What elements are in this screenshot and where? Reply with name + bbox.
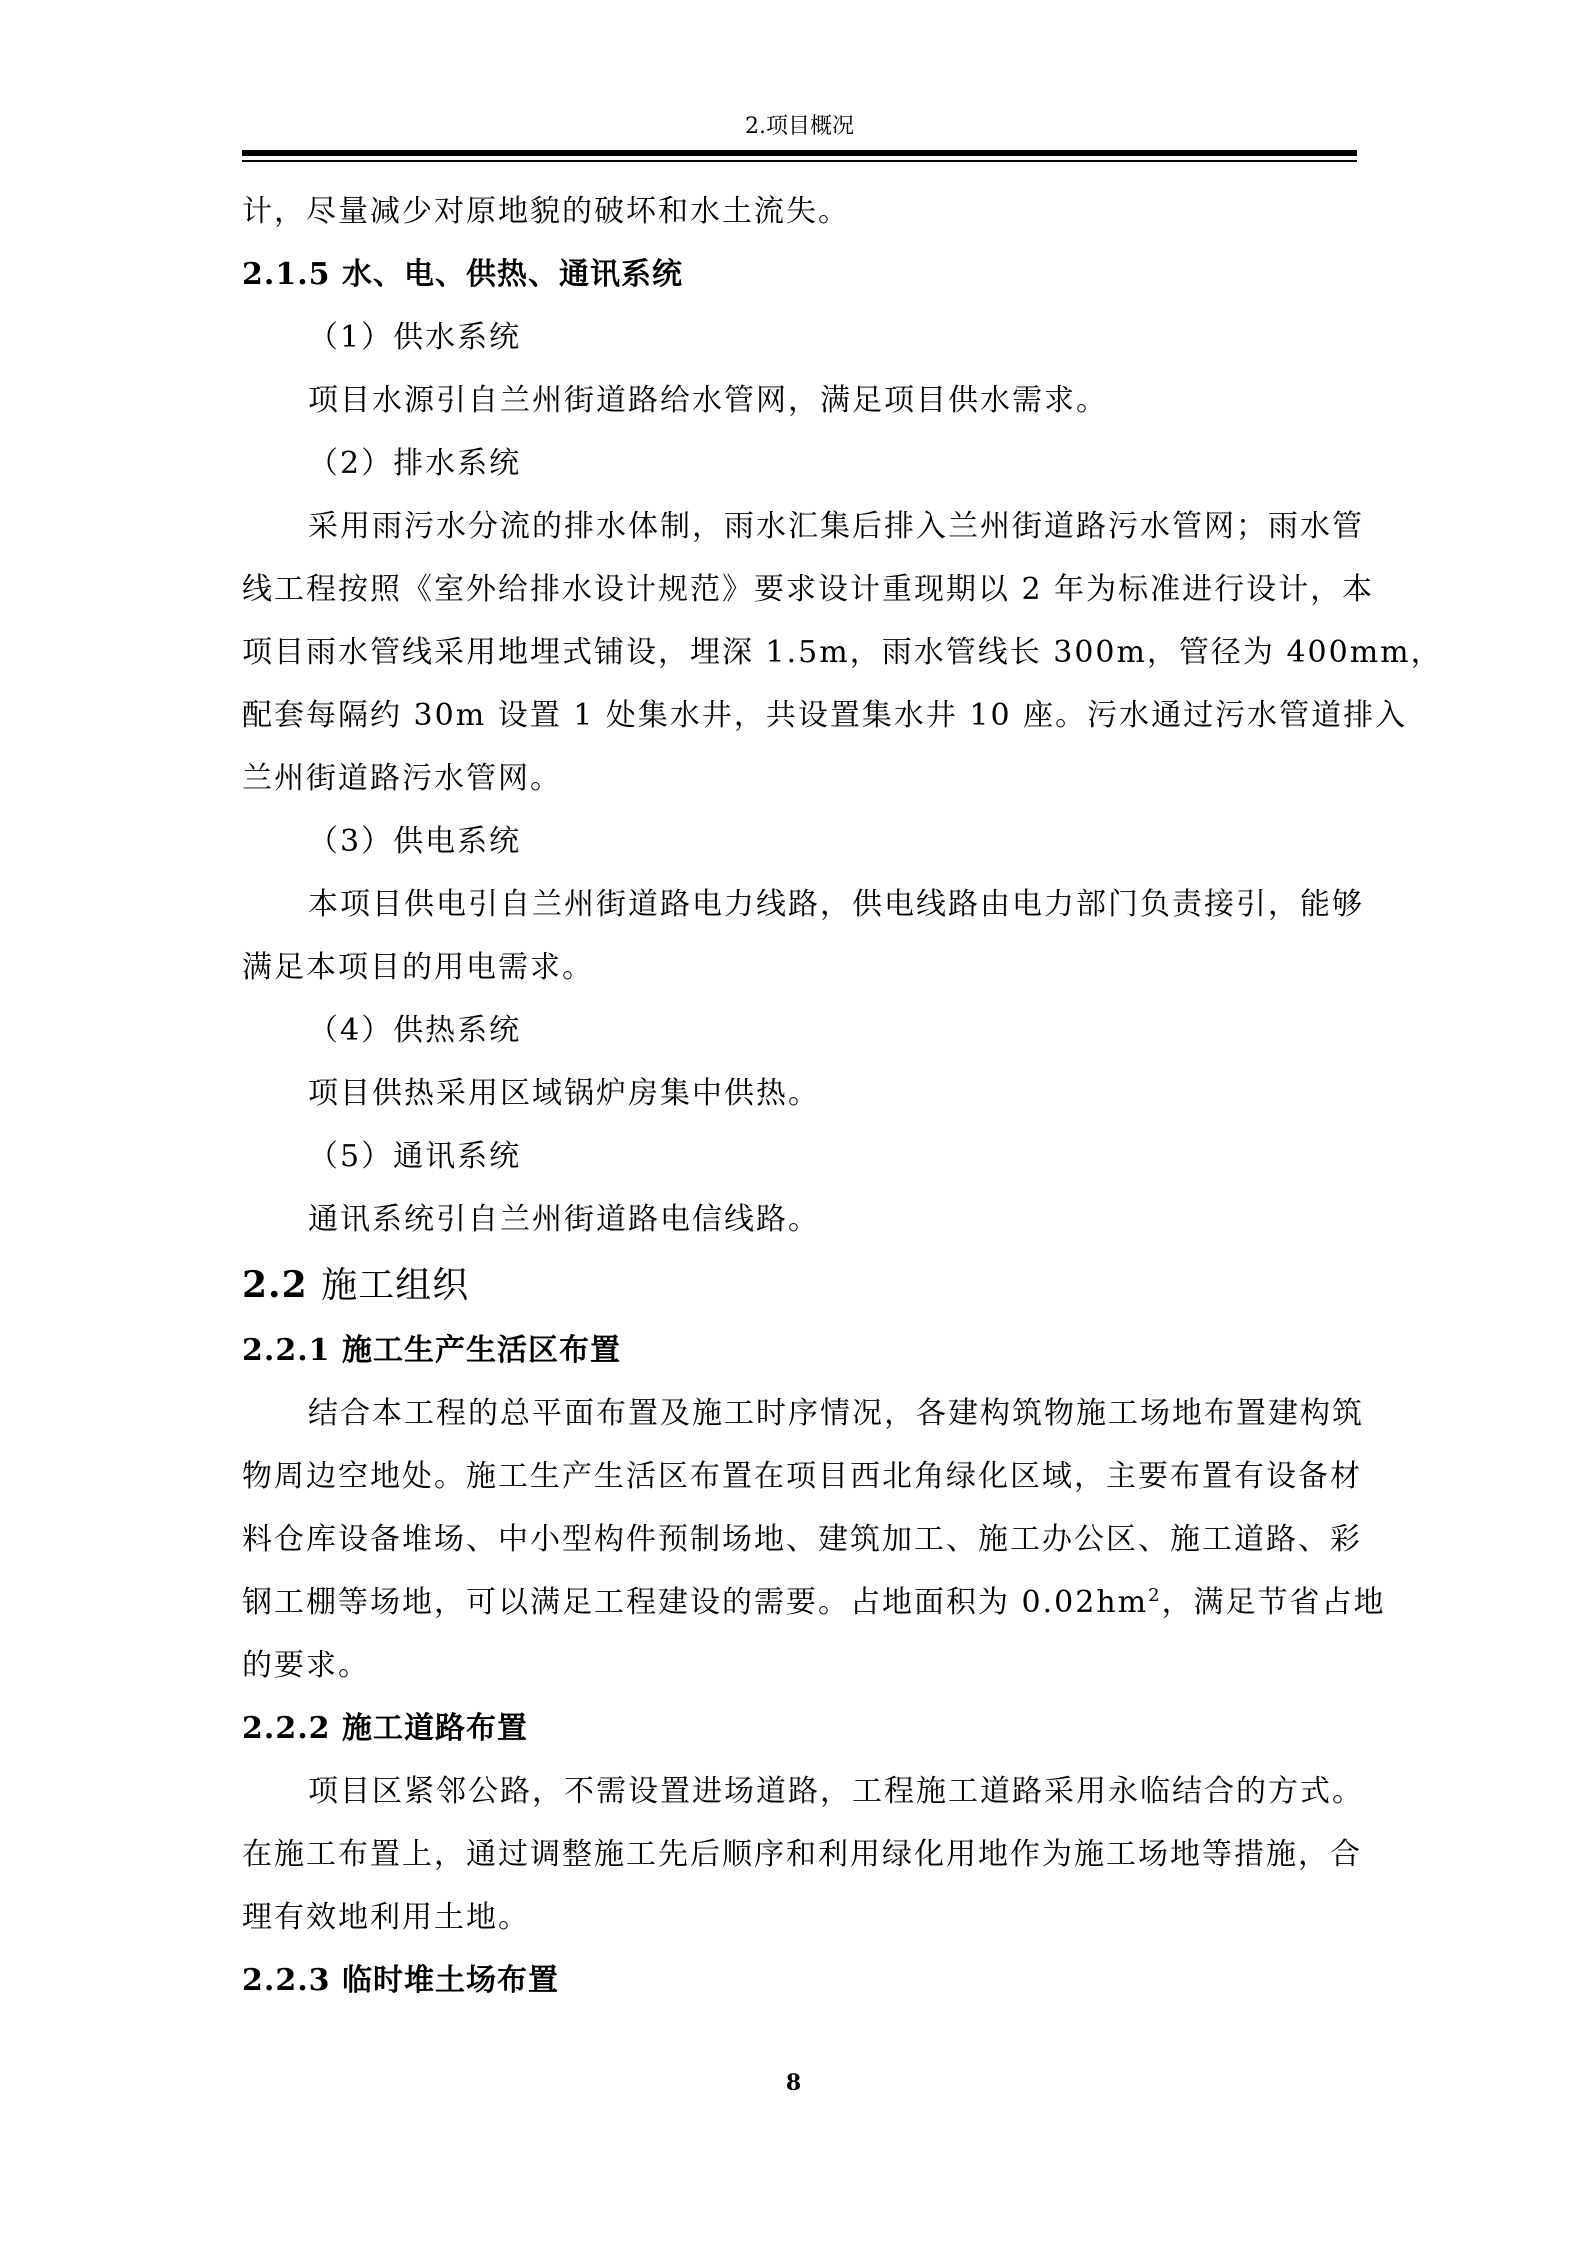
subsection-heating: （4）供热系统 <box>308 1013 522 1048</box>
paragraph-line: 配套每隔约 30m 设置 1 处集水井，共设置集水井 10 座。污水通过污水管道排入 <box>242 698 1408 733</box>
section-number: 2.2 <box>242 1264 308 1306</box>
paragraph-line: 本项目供电引自兰州街道路电力线路，供电线路由电力部门负责接引，能够 <box>308 887 1364 922</box>
paragraph-line: 在施工布置上，通过调整施工先后顺序和利用绿化用地作为施工场地等措施，合 <box>242 1837 1362 1872</box>
text-run: 钢工棚等场地，可以满足工程建设的需要。占地面积为 0.02hm <box>242 1585 1149 1620</box>
paragraph-line: 采用雨污水分流的排水体制，雨水汇集后排入兰州街道路污水管网；雨水管 <box>308 509 1364 544</box>
paragraph-line: 项目水源引自兰州街道路给水管网，满足项目供水需求。 <box>308 383 1108 418</box>
paragraph-line: 项目供热采用区域锅炉房集中供热。 <box>308 1076 820 1111</box>
section-title: 施工组织 <box>321 1265 470 1306</box>
paragraph-line: 满足本项目的用电需求。 <box>242 950 594 985</box>
subsection-power-supply: （3）供电系统 <box>308 824 522 859</box>
paragraph-line: 兰州街道路污水管网。 <box>242 761 562 796</box>
paragraph-line: 理有效地利用土地。 <box>242 1900 530 1935</box>
subsection-drainage: （2）排水系统 <box>308 446 522 481</box>
paragraph-line: 结合本工程的总平面布置及施工时序情况，各建构筑物施工场地布置建构筑 <box>308 1396 1364 1431</box>
header-rule-thick <box>242 150 1357 156</box>
paragraph-line: 料仓库设备堆场、中小型构件预制场地、建筑加工、施工办公区、施工道路、彩 <box>242 1522 1362 1557</box>
section-heading-2-2 <box>242 1251 1357 1319</box>
section-heading-2-2-1: 2.2.1 施工生产生活区布置 <box>242 1333 621 1368</box>
subsection-water-supply: （1）供水系统 <box>308 320 522 355</box>
superscript: 2 <box>1148 1585 1162 1606</box>
paragraph-line: 项目区紧邻公路，不需设置进场道路，工程施工道路采用永临结合的方式。 <box>308 1774 1364 1809</box>
section-heading-2-2-2: 2.2.2 施工道路布置 <box>242 1711 528 1746</box>
section-heading-2-1-5: 2.1.5 水、电、供热、通讯系统 <box>242 257 683 292</box>
paragraph-line: 项目雨水管线采用地埋式铺设，埋深 1.5m，雨水管线长 300m，管径为 400mm， <box>242 635 1443 670</box>
paragraph-line: 的要求。 <box>242 1648 370 1683</box>
text-run: ，满足节省占地 <box>1161 1585 1386 1620</box>
paragraph-line: 物周边空地处。施工生产生活区布置在项目西北角绿化区域，主要布置有设备材 <box>242 1459 1362 1494</box>
body-text <box>242 180 1443 2012</box>
paragraph-line: 通讯系统引自兰州街道路电信线路。 <box>308 1202 820 1237</box>
section-heading-2-2-3: 2.2.3 临时堆土场布置 <box>242 1963 559 1998</box>
paragraph-line <box>242 1571 1386 1634</box>
paragraph-line: 计，尽量减少对原地貌的破坏和水土流失。 <box>242 194 850 229</box>
page-number: 8 <box>785 2070 802 2096</box>
running-header: 2.项目概况 <box>745 114 854 139</box>
paragraph-line: 线工程按照《室外给排水设计规范》要求设计重现期以 2 年为标准进行设计，本 <box>242 572 1375 607</box>
subsection-communication: （5）通讯系统 <box>308 1139 522 1174</box>
header-rule-thin <box>242 160 1357 162</box>
